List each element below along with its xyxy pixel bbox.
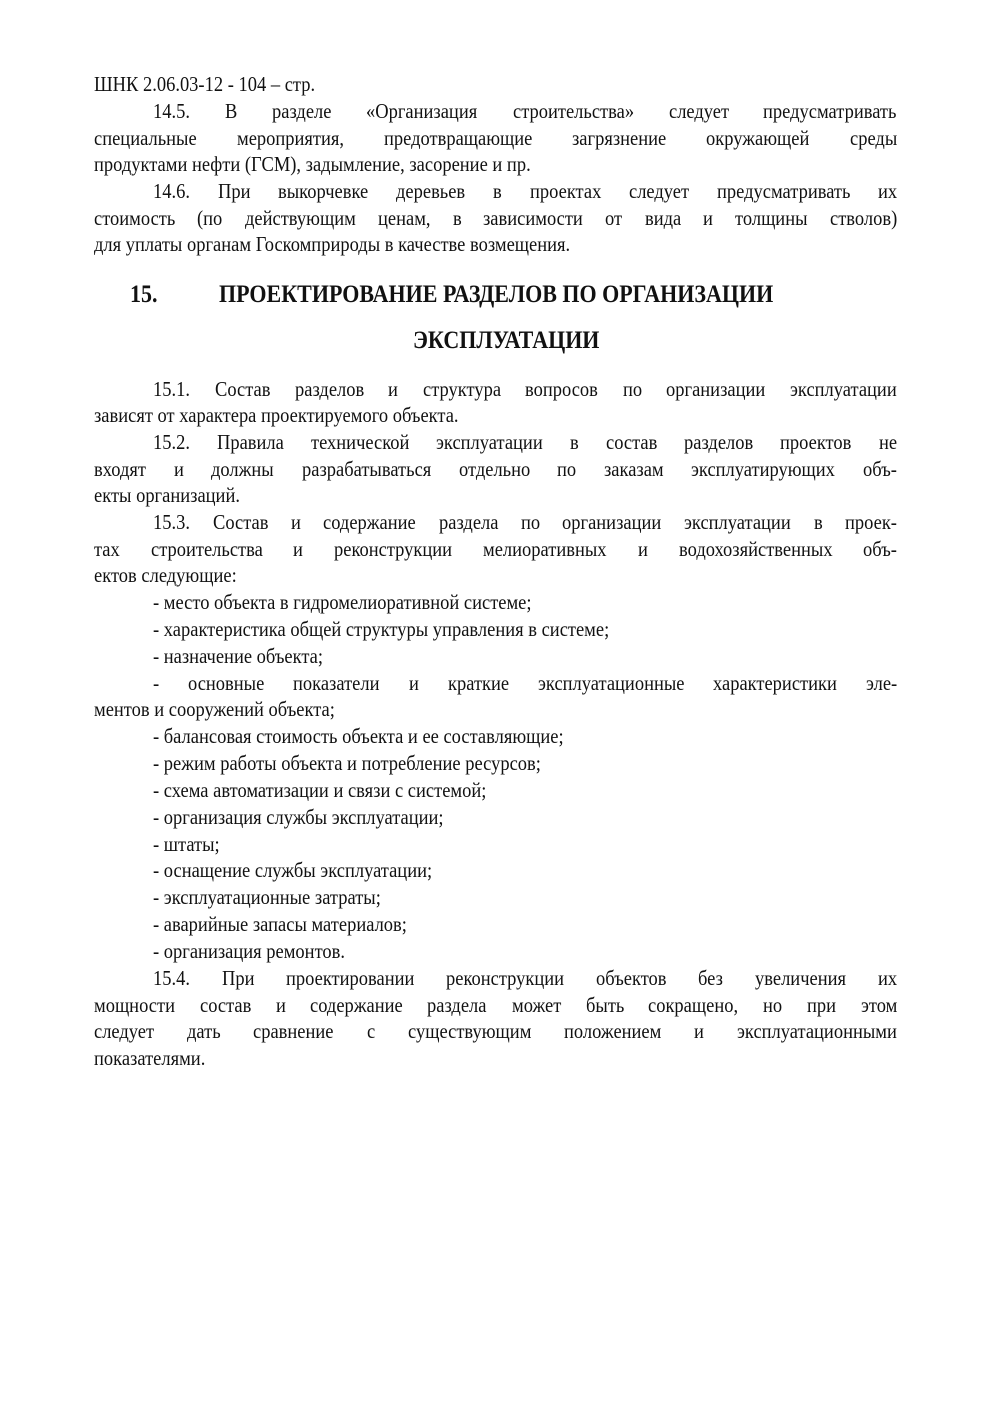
word: краткие: [447, 671, 509, 695]
word: технической: [310, 430, 410, 454]
word: 15.1.: [153, 377, 190, 401]
paragraph-15-3-line-1: [153, 509, 897, 536]
paragraph-15-1-line-1: [153, 376, 897, 403]
word: и: [694, 1019, 705, 1043]
word: стоимость: [94, 206, 176, 230]
word: характеристики: [712, 671, 837, 695]
word: 14.6.: [153, 179, 190, 203]
word: состав: [605, 430, 658, 454]
word: зависимости: [483, 206, 584, 230]
list-item: - режим работы объекта и потребление ресурсов;: [153, 751, 541, 775]
word: вида: [644, 206, 681, 230]
word: предусматривать: [763, 99, 897, 123]
word: по: [557, 457, 577, 481]
word: разделе: [272, 99, 332, 123]
word: с: [366, 1019, 376, 1043]
word: но: [763, 993, 783, 1017]
word: организации: [666, 377, 766, 401]
word: быть: [585, 993, 624, 1017]
word: толщины: [735, 206, 808, 230]
word: эксплуатационными: [737, 1019, 897, 1043]
word: эле-: [865, 671, 897, 695]
paragraph-15-2-line-2: [94, 456, 897, 483]
word: (по: [197, 206, 223, 230]
word: стволов): [829, 206, 897, 230]
word: и: [637, 537, 648, 561]
list-item: - характеристика общей структуры управления в системе;: [153, 617, 610, 641]
list-item: - назначение объекта;: [153, 644, 324, 668]
word: эксплуатации: [684, 510, 792, 534]
word: В: [224, 99, 238, 123]
word: При: [217, 179, 251, 203]
word: содержание: [323, 510, 416, 534]
word: Состав: [214, 377, 271, 401]
word: объ-: [863, 457, 897, 481]
word: их: [877, 179, 897, 203]
list-item: - схема автоматизации и связи с системой;: [153, 778, 487, 802]
word: отдельно: [458, 457, 530, 481]
word: -: [153, 671, 160, 695]
word: следует: [94, 1019, 155, 1043]
word: мероприятия,: [236, 126, 344, 150]
list-item: - организация ремонтов.: [153, 939, 346, 963]
word: содержание: [310, 993, 403, 1017]
paragraph-15-2-line-1: [153, 429, 897, 456]
list-item-continuation: ментов и сооружений объекта;: [94, 697, 335, 721]
word: показатели: [293, 671, 380, 695]
word: специальные: [94, 126, 197, 150]
word: 15.2.: [153, 430, 190, 454]
paragraph-15-2-line-3: екты организаций.: [94, 483, 240, 507]
list-item: - организация службы эксплуатации;: [153, 805, 444, 829]
word: разрабатываться: [301, 457, 431, 481]
list-item: - балансовая стоимость объекта и ее составляющие;: [153, 724, 564, 748]
paragraph-14-5-line-2: [94, 125, 897, 152]
word: организации: [562, 510, 662, 534]
list-item: - оснащение службы эксплуатации;: [153, 858, 433, 882]
word: в: [570, 430, 579, 454]
word: загрязнение: [572, 126, 667, 150]
word: в: [493, 179, 502, 203]
word: эксплуатации: [790, 377, 897, 401]
word: среды: [849, 126, 897, 150]
word: окружающей: [706, 126, 810, 150]
word: «Организация: [366, 99, 478, 123]
word: 15.4.: [153, 966, 190, 990]
paragraph-15-4-line-4: показателями.: [94, 1046, 206, 1070]
paragraph-14-6-line-3: для уплаты органам Госкомприроды в качестве возмещения.: [94, 232, 571, 256]
word: сокращено,: [648, 993, 739, 1017]
word: выкорчевке: [278, 179, 369, 203]
paragraph-15-3-line-2: [94, 536, 897, 563]
word: действующим: [244, 206, 356, 230]
word: 15.3.: [153, 510, 190, 534]
word: по: [622, 377, 642, 401]
word: дать: [186, 1019, 221, 1043]
word: положением: [564, 1019, 662, 1043]
list-item: - место объекта в гидромелиоративной системе;: [153, 590, 532, 614]
word: этом: [860, 993, 897, 1017]
running-header: ШНК 2.06.03-12 - 104 – стр.: [94, 72, 316, 96]
word: объ-: [863, 537, 897, 561]
list-item: - эксплуатационные затраты;: [153, 885, 381, 909]
word: и: [290, 510, 301, 534]
word: основные: [188, 671, 265, 695]
word: разделов: [684, 430, 754, 454]
word: предотвращающие: [383, 126, 533, 150]
word: в: [452, 206, 462, 230]
word: входят: [94, 457, 146, 481]
word: проек-: [845, 510, 898, 534]
word: строительства: [150, 537, 263, 561]
word: не: [878, 430, 897, 454]
word: проектировании: [286, 966, 415, 990]
word: проектов: [780, 430, 852, 454]
word: должны: [211, 457, 274, 481]
paragraph-14-6-line-1: [153, 178, 897, 205]
word: структура: [422, 377, 501, 401]
word: следует: [628, 179, 689, 203]
paragraph-15-4-line-2: [94, 992, 897, 1019]
word: эксплуатации: [436, 430, 544, 454]
word: реконструкции: [334, 537, 453, 561]
section-title-line-2: ЭКСПЛУАТАЦИИ: [413, 327, 600, 354]
word: раздела: [438, 510, 499, 534]
word: увеличения: [755, 966, 847, 990]
word: и: [275, 993, 286, 1017]
section-number: 15.: [130, 281, 158, 308]
paragraph-14-5-line-1: [153, 98, 897, 125]
word: разделов: [294, 377, 364, 401]
word: в: [813, 510, 823, 534]
word: и: [293, 537, 304, 561]
word: ценам,: [377, 206, 431, 230]
word: состав: [199, 993, 251, 1017]
word: и: [173, 457, 184, 481]
word: от: [605, 206, 623, 230]
word: водохозяйственных: [678, 537, 833, 561]
word: предусматривать: [716, 179, 850, 203]
word: при: [806, 993, 836, 1017]
word: мелиоративных: [483, 537, 607, 561]
list-item: [153, 670, 897, 697]
paragraph-15-4-line-3: [94, 1018, 897, 1045]
word: по: [520, 510, 540, 534]
word: деревьев: [396, 179, 466, 203]
word: существующим: [407, 1019, 532, 1043]
word: тах: [94, 537, 120, 561]
word: Состав: [212, 510, 269, 534]
word: Правила: [216, 430, 284, 454]
list-item: - штаты;: [153, 832, 220, 856]
word: заказам: [604, 457, 664, 481]
word: сравнение: [253, 1019, 334, 1043]
word: объектов: [596, 966, 667, 990]
word: проектах: [529, 179, 601, 203]
word: и: [388, 377, 399, 401]
section-title-line-1: ПРОЕКТИРОВАНИЕ РАЗДЕЛОВ ПО ОРГАНИЗАЦИИ: [219, 281, 774, 308]
word: может: [511, 993, 561, 1017]
word: мощности: [94, 993, 175, 1017]
paragraph-15-4-line-1: [153, 965, 897, 992]
word: их: [877, 966, 897, 990]
paragraph-15-3-line-3: ектов следующие:: [94, 563, 237, 587]
paragraph-14-5-line-3: продуктами нефти (ГСМ), задымление, засорение и пр.: [94, 152, 531, 176]
word: раздела: [427, 993, 487, 1017]
word: При: [221, 966, 255, 990]
word: эксплуатирующих: [691, 457, 836, 481]
list-item: - аварийные запасы материалов;: [153, 912, 407, 936]
paragraph-15-1-line-2: зависят от характера проектируемого объекта.: [94, 403, 459, 427]
word: строительства»: [512, 99, 634, 123]
word: и: [703, 206, 713, 230]
word: вопросов: [525, 377, 599, 401]
word: следует: [668, 99, 729, 123]
word: и: [408, 671, 419, 695]
word: без: [698, 966, 724, 990]
word: реконструкции: [446, 966, 565, 990]
word: 14.5.: [153, 99, 190, 123]
word: эксплуатационные: [537, 671, 685, 695]
paragraph-14-6-line-2: [94, 205, 897, 232]
